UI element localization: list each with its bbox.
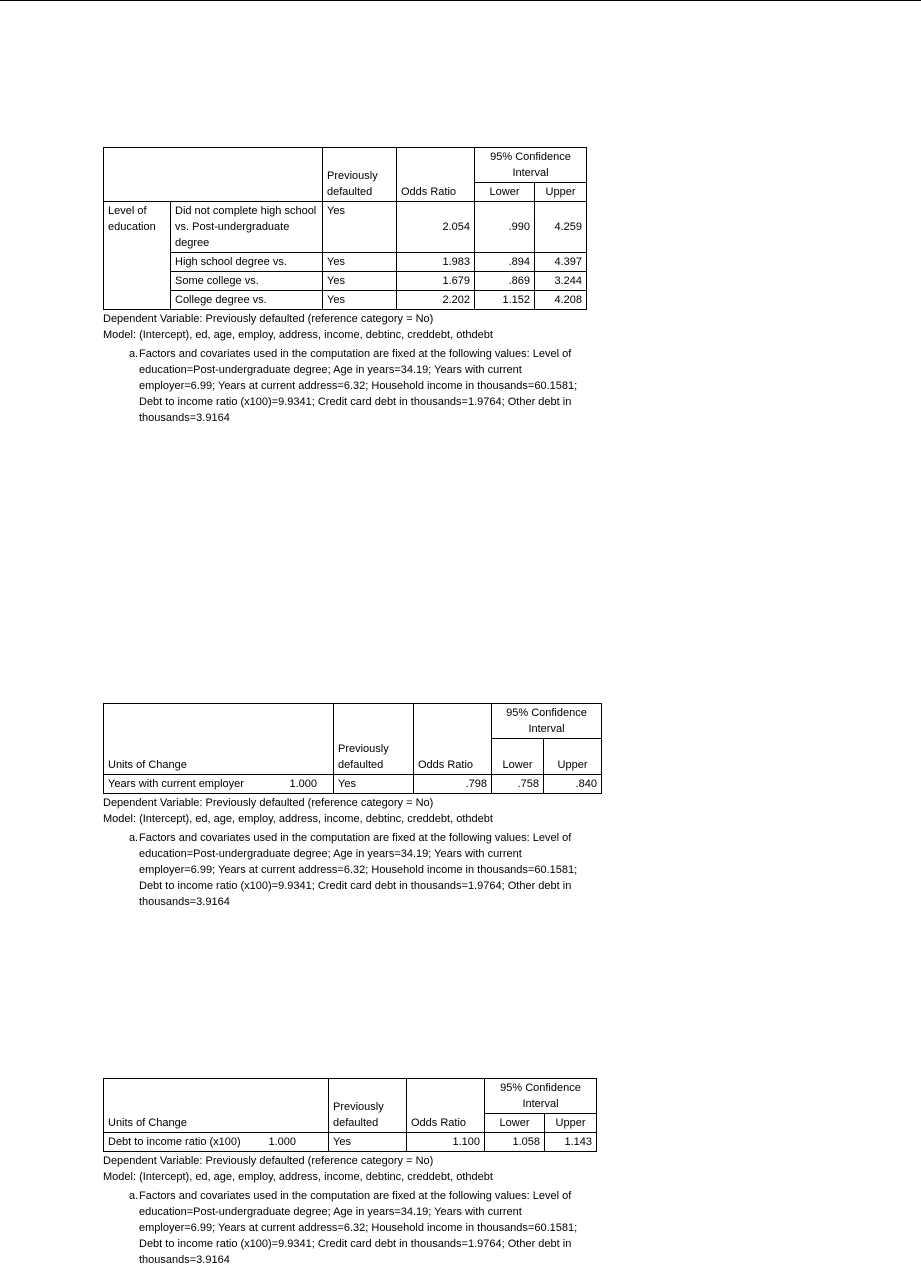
upper-value: 4.397 [535, 253, 587, 272]
table-row [104, 775, 602, 794]
header-lower: Lower [475, 183, 535, 202]
header-prev: Previously defaulted [323, 148, 397, 202]
unit-value: 1.000 [289, 778, 317, 790]
table-debtinc [103, 1078, 597, 1152]
header-odds: Odds Ratio [397, 148, 475, 202]
header-upper: Upper [535, 183, 587, 202]
footnote [129, 830, 602, 910]
lower-value: .869 [475, 272, 535, 291]
header-ci: 95% Confidence Interval [492, 704, 602, 739]
dependent-variable-note: Dependent Variable: Previously defaulted (reference category = No) [103, 1155, 434, 1167]
header-upper: Upper [544, 739, 602, 775]
odds-value: 2.054 [397, 202, 475, 253]
header-lower: Lower [492, 739, 544, 775]
header-ci: 95% Confidence Interval [485, 1079, 597, 1114]
prev-value: Yes [334, 775, 414, 794]
dependent-variable-note: Dependent Variable: Previously defaulted (reference category = No) [103, 313, 434, 325]
unit-value: 1.000 [268, 1136, 296, 1148]
footnote-text: Factors and covariates used in the computation are fixed at the following values: Level of education=Post-undergraduate degree; Age in years=34.19; Years with current employer=6.99; Years at current address=6.32; Household income in thousands=60.1581; Debt to income ratio (x100)=9.9341; Credit card debt in thousands=1.9764; Other debt in thousands=3.9164 [139, 348, 578, 424]
table-row [104, 202, 587, 253]
header-lower: Lower [485, 1114, 545, 1133]
table-row [104, 272, 587, 291]
header-odds: Odds Ratio [414, 704, 492, 775]
footnote-mark: a. [129, 832, 139, 844]
odds-ratio-table-education [103, 147, 587, 426]
lower-value: .894 [475, 253, 535, 272]
header-ci: 95% Confidence Interval [475, 148, 587, 183]
row-group-label: Level of education [104, 202, 171, 310]
upper-value: 4.259 [535, 202, 587, 253]
row-label: Years with current employer [108, 778, 244, 790]
dependent-variable-note: Dependent Variable: Previously defaulted (reference category = No) [103, 797, 434, 809]
table-education [103, 147, 587, 310]
corner-cell [104, 148, 323, 202]
header-odds: Odds Ratio [407, 1079, 485, 1133]
odds-value: 1.983 [397, 253, 475, 272]
model-note: Model: (Intercept), ed, age, employ, address, income, debtinc, creddebt, othdebt [103, 329, 493, 341]
model-note: Model: (Intercept), ed, age, employ, address, income, debtinc, creddebt, othdebt [103, 813, 493, 825]
page-top-rule [0, 0, 921, 1]
prev-value: Yes [323, 272, 397, 291]
prev-value: Yes [323, 253, 397, 272]
row-label: Did not complete high school vs. Post-undergraduate degree [171, 202, 323, 253]
row-label: College degree vs. [171, 291, 323, 310]
odds-ratio-table-employ [103, 703, 602, 910]
table-row [104, 1133, 597, 1152]
table-employ [103, 703, 602, 794]
row-label: High school degree vs. [171, 253, 323, 272]
lower-value: .758 [492, 775, 544, 794]
odds-value: 1.679 [397, 272, 475, 291]
odds-value: .798 [414, 775, 492, 794]
footnote-mark: a. [129, 348, 139, 360]
odds-ratio-table-debtinc [103, 1078, 597, 1268]
footnote [129, 346, 587, 426]
footnote-text: Factors and covariates used in the computation are fixed at the following values: Level of education=Post-undergraduate degree; Age in years=34.19; Years with current employer=6.99; Years at current address=6.32; Household income in thousands=60.1581; Debt to income ratio (x100)=9.9341; Credit card debt in thousands=1.9764; Other debt in thousands=3.9164 [139, 1190, 578, 1266]
header-units: Units of Change [104, 1079, 329, 1133]
header-prev: Previously defaulted [334, 704, 414, 775]
upper-value: 4.208 [535, 291, 587, 310]
lower-value: 1.152 [475, 291, 535, 310]
lower-value: 1.058 [485, 1133, 545, 1152]
footnote-text: Factors and covariates used in the computation are fixed at the following values: Level of education=Post-undergraduate degree; Age in years=34.19; Years with current employer=6.99; Years at current address=6.32; Household income in thousands=60.1581; Debt to income ratio (x100)=9.9341; Credit card debt in thousands=1.9764; Other debt in thousands=3.9164 [139, 832, 578, 908]
header-prev: Previously defaulted [329, 1079, 407, 1133]
row-label: Some college vs. [171, 272, 323, 291]
upper-value: 1.143 [545, 1133, 597, 1152]
row-label: Debt to income ratio (x100) [108, 1136, 241, 1148]
prev-value: Yes [323, 202, 397, 253]
odds-value: 2.202 [397, 291, 475, 310]
row-label-cell [104, 775, 334, 794]
odds-value: 1.100 [407, 1133, 485, 1152]
upper-value: 3.244 [535, 272, 587, 291]
row-label-cell [104, 1133, 329, 1152]
prev-value: Yes [323, 291, 397, 310]
footnote [129, 1188, 597, 1268]
model-note: Model: (Intercept), ed, age, employ, address, income, debtinc, creddebt, othdebt [103, 1171, 493, 1183]
footnote-mark: a. [129, 1190, 139, 1202]
table-row [104, 253, 587, 272]
upper-value: .840 [544, 775, 602, 794]
header-upper: Upper [545, 1114, 597, 1133]
lower-value: .990 [475, 202, 535, 253]
prev-value: Yes [329, 1133, 407, 1152]
header-units: Units of Change [104, 704, 334, 775]
table-row [104, 291, 587, 310]
